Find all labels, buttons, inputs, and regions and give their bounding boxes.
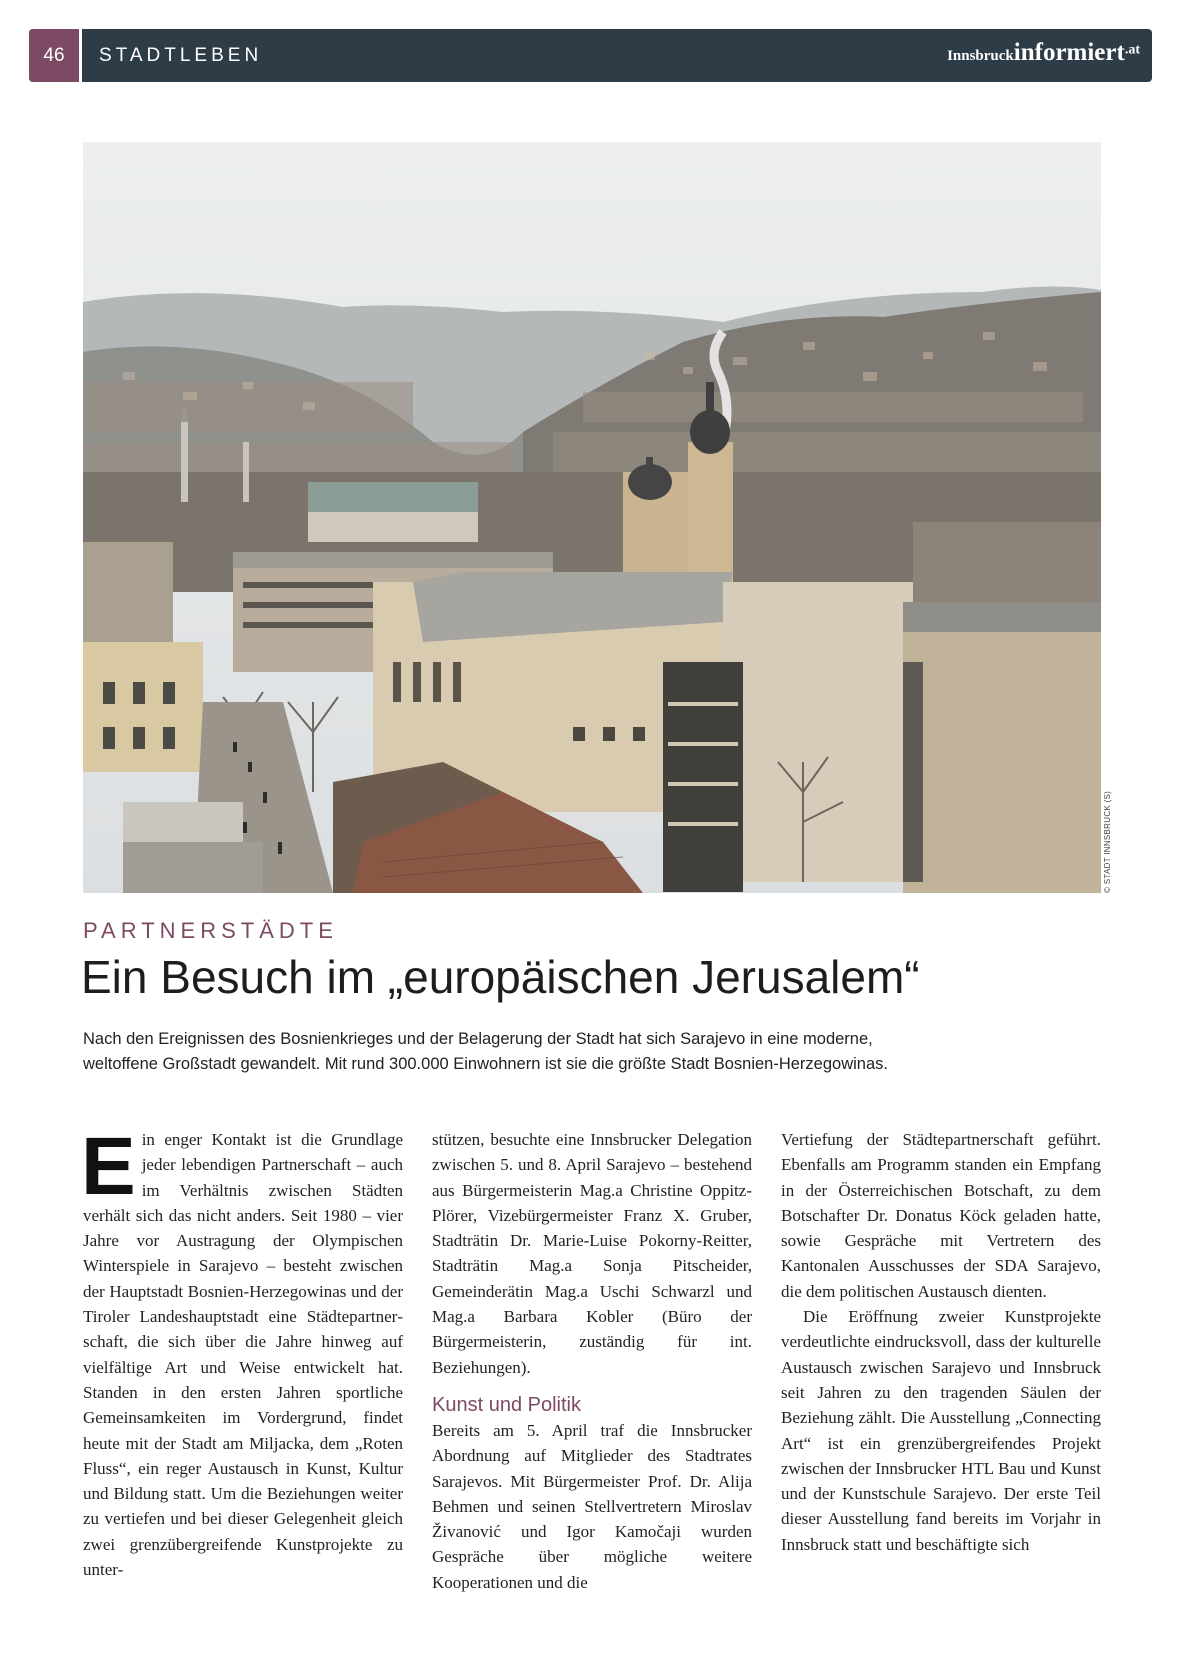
brand-main: informiert <box>1013 39 1125 66</box>
city-photo <box>83 142 1101 893</box>
lead-line-1: Nach den Ereignissen des Bosnienkrieges und der Belagerung der Stadt hat sich Sarajevo in eine moderne, <box>83 1030 873 1048</box>
section-title: STADTLEBEN <box>99 45 263 66</box>
article-kicker: PARTNERSTÄDTE <box>83 918 338 943</box>
column-3-text: Vertiefung der Städtepartnerschaft geführt. Ebenfalls am Programm standen ein Empfang in der Österreichischen Botschaft, zu dem Botschafter Dr. Donatus Köck geladen hatte, sowie Gespräche mit Vertretern des Kantonalen Ausschusses der SDA Sarajevo, die dem politischen Austausch dienten. <box>781 1130 1101 1301</box>
article-headline: Ein Besuch im „europäischen Jerusalem“ <box>81 951 920 1003</box>
page-number: 46 <box>29 29 79 82</box>
brand-suffix: .at <box>1124 42 1140 58</box>
drop-cap: E <box>81 1121 136 1212</box>
brand-logo <box>947 39 1140 67</box>
article-lead <box>83 1027 1083 1077</box>
column-3-text-b: Die Eröffnung zweier Kunstprojekte verdeutlichte eindrucksvoll, dass der kulturelle Austausch zwischen Sarajevo und Innsbruck seit Jahren zu den tragenden Säulen der Beziehung zählt. Die Ausstellung „Connecting Art“ ist ein grenzübergreifendes Projekt zwischen der Innsbrucker HTL Bau und Kunst und der Kunstschule Sarajevo. Der erste Teil dieser Ausstellung fand bereits im Vorjahr in Innsbruck statt und beschäftigte sich <box>781 1307 1101 1554</box>
article-column-3 <box>781 1127 1101 1557</box>
column-1-text: in enger Kontakt ist die Grundlage jeder lebendigen Partnerschaft – auch im Verhältnis zwischen Städten verhält sich das nicht anders. Seit 1980 – vier Jahre vor Austragung der Olympischen Winterspiele in Sarajevo – besteht zwischen der Hauptstadt Bosnien-Herzegowinas und der Tiroler Landeshauptstadt eine Städtepartnerschaft, die sich über die Jahre hinweg auf vielfältige Art und Weise entwickelt hat. Standen in den ersten Jahren sportliche Gemeinsamkeiten im Vordergrund, findet heute mit der Stadt am Miljacka, dem „Roten Fluss“, ein reger Austausch in Kunst, Kultur und Bildung statt. Um die Beziehungen weiter zu vertiefen und bei dieser Gelegenheit gleich zwei grenzübergreifende Kunstprojekte zu unter- <box>83 1130 403 1580</box>
page-header <box>29 29 1152 82</box>
article-column-2 <box>432 1127 752 1595</box>
lead-line-2: weltoffene Großstadt gewandelt. Mit rund 300.000 Einwohnern ist sie die größte Stadt Bosnien-Herzegowinas. <box>83 1055 888 1073</box>
photo-credit: © STADT INNSBRUCK (S) <box>1103 790 1112 893</box>
header-divider <box>79 29 82 82</box>
article-column-1 <box>81 1121 403 1582</box>
column-2-text: stützen, besuchte eine Innsbrucker Delegation zwischen 5. und 8. April Sarajevo – bestehend aus Bürgermeisterin Mag.a Christine Oppitz-Plörer, Vizebürgermeister Franz X. Gruber, Stadträtin Dr. Marie-Luise Pokorny-Reitter, Stadträtin Mag.a Sonja Pitscheider, Gemeinderätin Mag.a Uschi Schwarzl und Mag.a Barbara Kobler (Büro der Bürgermeisterin, zuständig für int. Beziehungen). <box>432 1130 752 1377</box>
section-subheading: Kunst und Politik <box>432 1393 581 1416</box>
city-photo-illustration <box>83 142 1101 893</box>
column-2-text-b: Bereits am 5. April traf die Innsbrucker Abordnung auf Mitglieder des Stadtrates Sarajevos. Mit Bürgermeister Prof. Dr. Alija Behmen und seinen Stellvertretern Miroslav Živanović und Igor Kamočaji wurden Gespräche über mögliche weitere Kooperationen und die <box>432 1420 752 1592</box>
brand-prefix: Innsbruck <box>947 48 1014 64</box>
